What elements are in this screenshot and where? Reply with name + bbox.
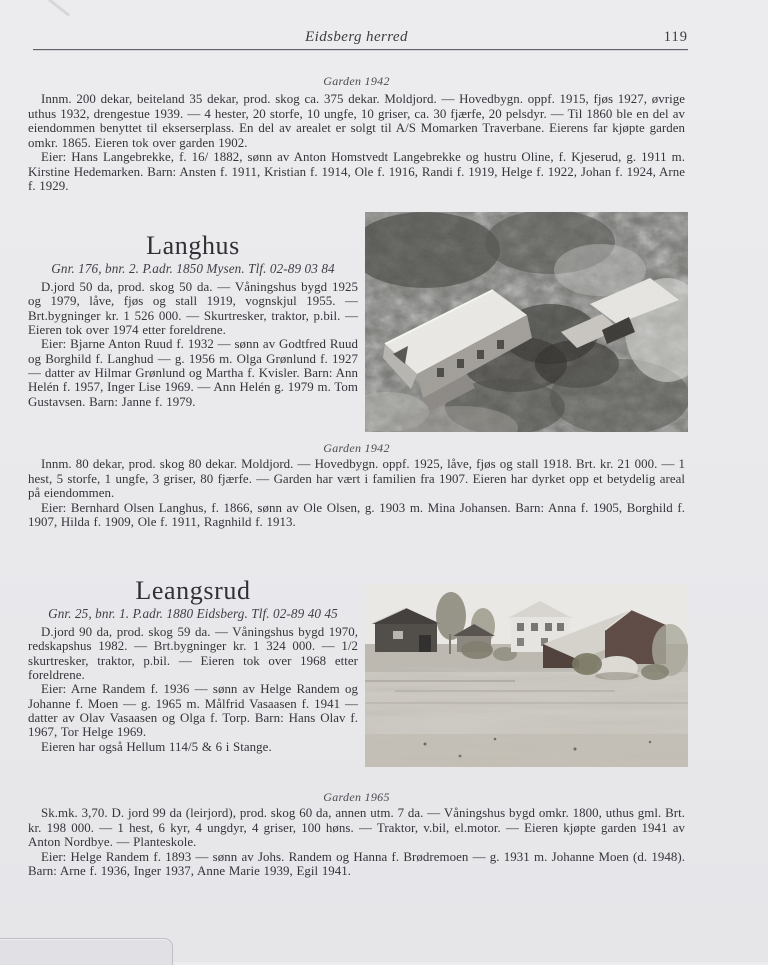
paragraph: Innm. 200 dekar, beiteland 35 dekar, prod. skog ca. 375 dekar. Moldjord. — Hovedbygn. oppf. 1915, fjøs 1927, øvrige uthus 1932, drengestue 1939. — 4 hester, 20 storfe, 10 ungfe, 10 griser, ca. 30 fjærfe, 20 pelsdyr. — Til 1860 ble en del av eiendommen benyttet til ekserserplass. En del av arealet er solgt til A/S Momarken Traverbane. Eierens far kjøpte garden omkr. 1865. Eieren tok over garden 1902. [28, 92, 685, 150]
farm-photo-leangsrud [365, 584, 688, 767]
paragraph: D.jord 50 da, prod. skog 50 da. — Våningshus bygd 1925 og 1979, låve, fjøs og stall 1919, vognskjul 1955. — Brt.bygninger kr. 1 526 000. — Skurtresker, traktor, p.bil. — Eieren tok over 1974 etter foreldrene. [28, 280, 358, 338]
paragraph: D.jord 90 da, prod. skog 59 da. — Våningshus bygd 1970, redskapshus 1982. — Brt.bygninger kr. 1 324 000. — 1/2 skurtresker, traktor, p.bil. — Eieren tok over 1968 etter foreldrene. [28, 625, 358, 683]
scan-smudge [48, 0, 70, 17]
farm-photo-leangsrud-illustration [365, 584, 688, 767]
leangsrud-text-block [28, 806, 685, 879]
paragraph: Eier: Hans Langebrekke, f. 16/ 1882, sønn av Anton Homstvedt Langebrekke og hustru Oline, f. Kjeserud, g. 1911 m. Kirstine Hedemarken. Barn: Ansten f. 1911, Kristian f. 1914, Ole f. 1916, Randi f. 1919, Helge f. 1922, Johan f. 1924, Arne f. 1929. [28, 150, 685, 194]
farm-heading-leangsrud: Leangsrud [135, 576, 251, 605]
intro-photo-caption: Garden 1942 [323, 74, 390, 88]
paragraph: Eier: Bernhard Olsen Langhus, f. 1866, sønn av Ole Olsen, g. 1903 m. Mina Johansen. Barn: Anna f. 1905, Borghild f. 1907, Hilda f. 1909, Ole f. 1911, Ragnhild f. 1913. [28, 500, 685, 530]
langhus-text-block [28, 457, 685, 530]
photo-caption-leangsrud: Garden 1965 [323, 790, 390, 804]
paragraph: Eier: Arne Randem f. 1936 — sønn av Helge Randem og Johanne f. Moen — g. 1965 m. Målfrid Vasaasen f. 1941 — datter av Olav Vasaasen og Olga f. Torp. Barn: Hans Olav f. 1967, Tor Helge 1969. [28, 682, 358, 740]
farm-subheading-leangsrud: Gnr. 25, bnr. 1. P.adr. 1880 Eidsberg. Tlf. 02-89 40 45 [48, 606, 338, 621]
paragraph: Sk.mk. 3,70. D. jord 99 da (leirjord), prod. skog 60 da, annen utm. 7 da. — Våningshus bygd omkr. 1800, uthus gml. Brt. kr. 198 000. — 1 hest, 6 kyr, 4 ungdyr, 4 griser, 100 høns. — Traktor, v.bil, el.motor. — Eieren kjøpte garden 1941 av Anton Nordbye. — Planteskole. [28, 806, 685, 850]
farm-subheading-langhus: Gnr. 176, bnr. 2. P.adr. 1850 Mysen. Tlf. 02-89 03 84 [51, 261, 335, 276]
scan-artifact-card [0, 938, 173, 965]
farm-photo-langhus-illustration [365, 212, 688, 432]
paragraph: Eier: Bjarne Anton Ruud f. 1932 — sønn av Godtfred Ruud og Borghild f. Langhud — g. 1956 m. Olga Grønlund f. 1927 — datter av Hilmar Grønlund og Martha f. Kvisler. Barn: Ann Helén f. 1957, Inger Lise 1969. — Ann Helén g. 1979 m. Tom Gustavsen. Barn: Janne f. 1979. [28, 337, 358, 409]
paragraph: Innm. 80 dekar, prod. skog 80 dekar. Moldjord. — Hovedbygn. oppf. 1925, låve, fjøs og stall 1918. Brt. kr. 21 000. — 1 hest, 5 storfe, 1 ungfe, 3 griser, 80 fjærfe. — Garden har vært i familien fra 1907. Eieren har dyrket opp et betydelig areal på eiendommen. [28, 457, 685, 501]
farm-entry-langhus [28, 233, 358, 409]
farm-entry-leangsrud [28, 578, 358, 754]
page-number: 119 [663, 29, 688, 45]
farm-photo-langhus [365, 212, 688, 432]
running-header-title: Eidsberg herred [305, 29, 408, 45]
farm-heading-langhus: Langhus [146, 231, 240, 260]
paragraph: Eieren har også Hellum 114/5 & 6 i Stange. [41, 739, 272, 754]
paragraph: Eier: Helge Randem f. 1893 — sønn av Johs. Randem og Hanna f. Brødremoen — g. 1931 m. Johanne Moen (d. 1948). Barn: Arne f. 1936, Inger 1937, Anne Marie 1939, Egil 1941. [28, 849, 685, 879]
photo-caption-langhus: Garden 1942 [323, 441, 390, 455]
intro-text-block [28, 92, 685, 194]
header-rule [33, 49, 688, 50]
